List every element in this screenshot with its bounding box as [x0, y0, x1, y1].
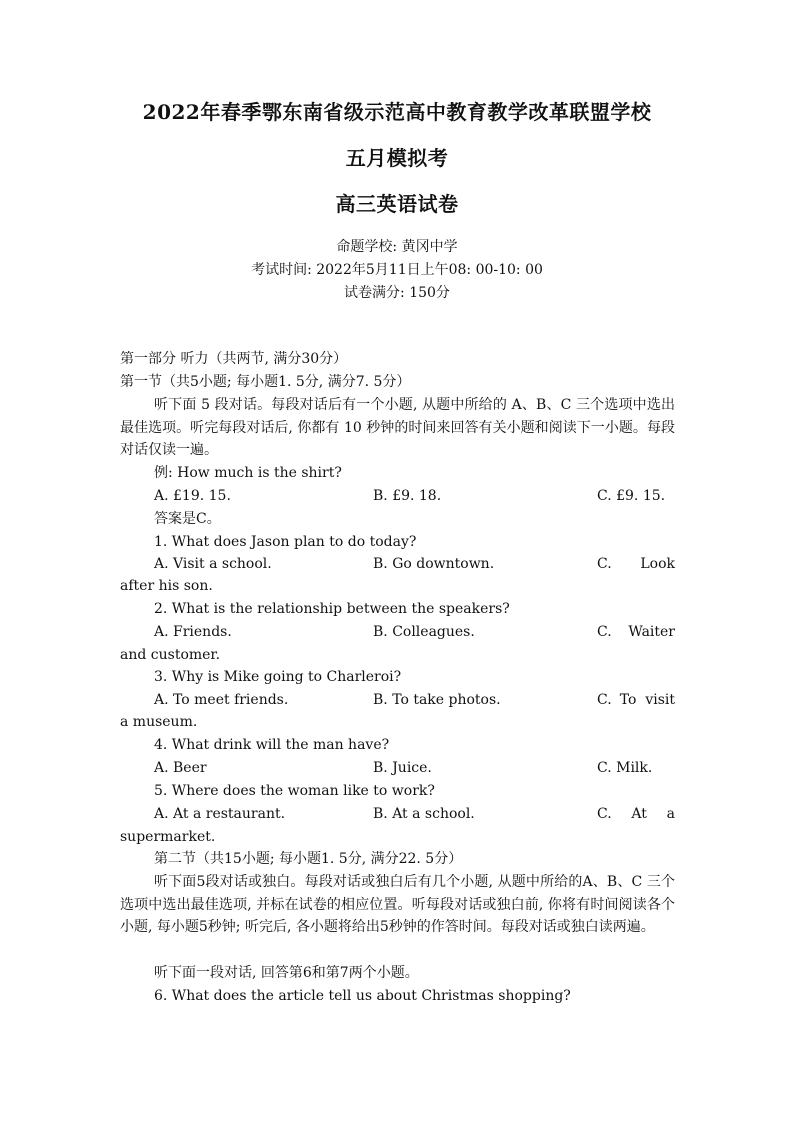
option-c-letter: C. — [597, 624, 612, 640]
example-options — [0, 485, 794, 507]
option-c — [597, 689, 675, 711]
option-a: A. Friends. — [154, 624, 232, 640]
option-c-wrap: after his son. — [120, 578, 213, 594]
question-2: 2. What is the relationship between the speakers? — [154, 601, 510, 617]
option-c-text: Look — [640, 556, 675, 572]
option-a: A. £19. 15. — [154, 488, 231, 504]
option-c-text: At — [631, 806, 647, 822]
option-c-wrap: and customer. — [120, 647, 221, 663]
option-c-text: Waiter — [628, 624, 675, 640]
question-4: 4. What drink will the man have? — [154, 737, 390, 753]
option-c: C. Milk. — [597, 760, 653, 776]
setter-school: 命题学校: 黄冈中学 — [336, 239, 458, 255]
question-4-options — [0, 757, 794, 779]
part1-heading: 第一部分 听力（共两节, 满分30分） — [120, 351, 348, 367]
paper-title: 高三英语试卷 — [335, 192, 459, 216]
option-c — [597, 553, 675, 575]
question-5-options — [0, 803, 794, 825]
option-b: B. Juice. — [373, 760, 432, 776]
exam-subtitle: 五月模拟考 — [345, 146, 449, 170]
option-c-wrap: a museum. — [120, 714, 198, 730]
section2-heading: 第二节（共15小题; 每小题1. 5分, 满分22. 5分） — [154, 851, 463, 867]
full-score: 试卷满分: 150分 — [344, 285, 450, 301]
question-1-options — [0, 553, 794, 575]
example-answer: 答案是C。 — [154, 511, 221, 527]
option-c — [597, 621, 675, 643]
option-b: B. Colleagues. — [373, 624, 475, 640]
section1-instructions: 听下面 5 段对话。每段对话后有一个小题, 从题中所给的 A、B、C 三个选项中选出最佳选项。听完每段对话后, 你都有 10 秒钟的时间来回答有关小题和阅读下一小题。每段对话仅读一遍。 — [120, 397, 675, 458]
option-a: A. To meet friends. — [154, 692, 289, 708]
question-1: 1. What does Jason plan to do today? — [154, 534, 417, 550]
option-c-text: To visit — [619, 692, 675, 708]
option-a: A. At a restaurant. — [154, 806, 286, 822]
exam-title: 2022年春季鄂东南省级示范高中教育教学改革联盟学校 — [142, 100, 652, 124]
option-c-text-2: a — [666, 806, 675, 822]
option-c-letter: C. — [597, 692, 612, 708]
option-a: A. Visit a school. — [154, 556, 272, 572]
option-b: B. Go downtown. — [373, 556, 495, 572]
option-c: C. £9. 15. — [597, 488, 666, 504]
question-5: 5. Where does the woman like to work? — [154, 783, 435, 799]
exam-time: 考试时间: 2022年5月11日上午08: 00-10: 00 — [251, 262, 543, 278]
dialogue-intro: 听下面一段对话, 回答第6和第7两个小题。 — [154, 965, 419, 981]
option-b: B. £9. 18. — [373, 488, 442, 504]
question-6: 6. What does the article tell us about Christmas shopping? — [154, 988, 571, 1004]
question-3-options — [0, 689, 794, 711]
option-b: B. To take photos. — [373, 692, 501, 708]
option-c — [597, 803, 675, 825]
example-question: 例: How much is the shirt? — [154, 465, 342, 481]
option-b: B. At a school. — [373, 806, 475, 822]
option-c-letter: C. — [597, 556, 612, 572]
section1-heading: 第一节（共5小题; 每小题1. 5分, 满分7. 5分） — [120, 374, 411, 390]
option-a: A. Beer — [154, 760, 207, 776]
section2-instructions: 听下面5段对话或独白。每段对话或独白后有几个小题, 从题中所给的A、B、C 三个选项中选出最佳选项, 并标在试卷的相应位置。听每段对话或独白前, 你将有时间阅读各个小题, 每小题5秒钟; 听完后, 各小题将给出5秒钟的作答时间。每段对话或独白读两遍。 — [120, 874, 675, 935]
option-c-wrap: supermarket. — [120, 829, 216, 845]
question-3: 3. Why is Mike going to Charleroi? — [154, 669, 402, 685]
question-2-options — [0, 621, 794, 643]
option-c-letter: C. — [597, 806, 612, 822]
